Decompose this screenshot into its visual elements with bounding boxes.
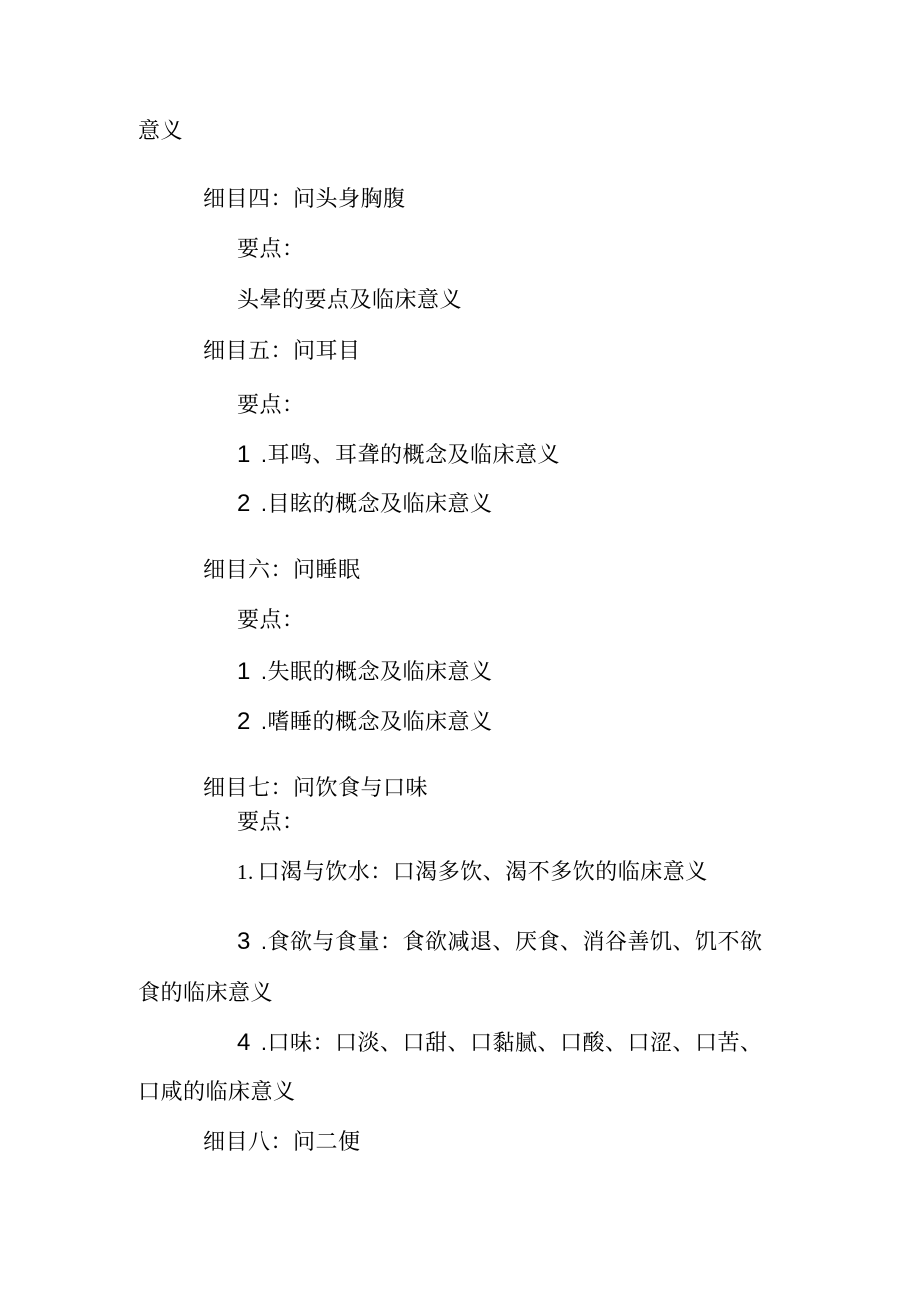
numbered-item [237, 708, 493, 737]
numbered-item [237, 858, 708, 887]
item-number: 4 [237, 1029, 251, 1056]
key-point-item: 头晕的要点及临床意义 [237, 288, 463, 313]
numbered-item [237, 928, 763, 957]
section-heading-6: 细目六：问睡眠 [203, 558, 361, 583]
wrapped-text-line: 食的临床意义 [138, 981, 274, 1006]
numbered-item [237, 658, 493, 687]
numbered-item [237, 490, 493, 519]
section-heading-5: 细目五：问耳目 [203, 339, 361, 364]
key-points-label: 要点： [237, 393, 305, 418]
item-dot: . [260, 709, 268, 734]
key-points-label: 要点： [237, 608, 305, 633]
item-text: 口渴与饮水：口渴多饮、渴不多饮的临床意义 [257, 860, 708, 885]
item-text: 嗜睡的概念及临床意义 [267, 710, 493, 735]
item-number: 1 [237, 441, 251, 468]
item-text: 耳鸣、耳聋的概念及临床意义 [267, 443, 560, 468]
item-dot: . [260, 929, 268, 954]
item-dot: . [260, 659, 268, 684]
item-number: 2 [237, 490, 251, 517]
section-heading-8: 细目八：问二便 [203, 1130, 361, 1155]
item-dot: . [260, 491, 268, 516]
item-text: 口味：口淡、口甜、口黏腻、口酸、口涩、口苦、 [267, 1031, 763, 1056]
item-dot: . [260, 1030, 268, 1055]
item-number: 1. [237, 860, 254, 884]
item-number: 1 [237, 658, 251, 685]
item-text: 目眩的概念及临床意义 [267, 492, 493, 517]
numbered-item [237, 441, 560, 470]
item-text: 失眠的概念及临床意义 [267, 660, 493, 685]
section-heading-4: 细目四：问头身胸腹 [203, 187, 406, 212]
wrapped-text-line: 口咸的临床意义 [138, 1080, 296, 1105]
section-heading-7: 细目七：问饮食与口味 [203, 776, 429, 801]
continued-text-line: 意义 [138, 119, 184, 144]
key-points-label: 要点： [237, 810, 305, 835]
numbered-item [237, 1029, 763, 1058]
key-points-label: 要点： [237, 237, 305, 262]
item-number: 2 [237, 708, 251, 735]
item-text: 食欲与食量：食欲减退、厌食、消谷善饥、饥不欲 [267, 930, 763, 955]
item-number: 3 [237, 928, 251, 955]
item-dot: . [260, 442, 268, 467]
